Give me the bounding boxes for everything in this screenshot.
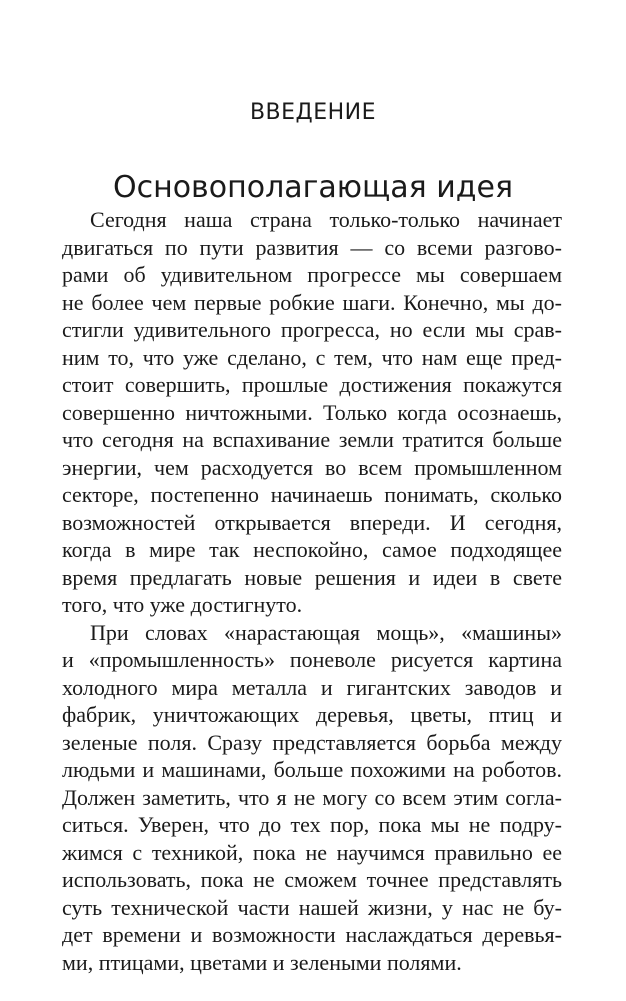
text-line: ситься. Уверен, что до тех пор, пока мы не подру- <box>62 812 562 837</box>
chapter-title: Основополагающая идея <box>112 170 513 205</box>
text-line: стоит совершить, прошлые достижения покажутся <box>62 372 562 397</box>
text-line: когда в мире так неспокойно, самое подходящее <box>62 537 562 562</box>
paragraph-1 <box>62 206 562 619</box>
text-line: время предлагать новые решения и идеи в свете <box>62 564 562 590</box>
text-line: энергии, чем расходуется во всем промышленном <box>62 454 562 480</box>
text-line: Сегодня наша страна только-только начинает <box>90 207 562 232</box>
text-line: что сегодня на вспахивание земли тратится больше <box>62 427 562 452</box>
section-label: ВВЕДЕНИЕ <box>249 100 377 125</box>
text-line: стигли удивительного прогресса, но если мы срав- <box>62 317 562 342</box>
text-line: двигаться по пути развития — со всеми разгово- <box>62 234 562 260</box>
text-line: и «промышленность» поневоле рисуется картина <box>62 647 562 672</box>
paragraph-2 <box>62 619 562 977</box>
text-line: не более чем первые робкие шаги. Конечно, мы до- <box>62 289 562 315</box>
text-line: использовать, пока не сможем точнее представлять <box>62 867 562 892</box>
text-line: людьми и машинами, больше похожими на роботов. <box>62 757 562 782</box>
text-line: жимся с техникой, пока не научимся правильно ее <box>62 839 562 865</box>
text-line: того, что уже достигнуто. <box>62 592 303 617</box>
text-line: совершенно ничтожными. Только когда осознаешь, <box>62 399 562 425</box>
text-line: фабрик, уничтожающих деревья, цветы, птиц и <box>62 702 562 727</box>
text-line: Должен заметить, что я не могу со всем этим согла- <box>62 784 562 810</box>
text-line: рами об удивительном прогрессе мы совершаем <box>62 262 562 287</box>
text-line: При словах «нарастающая мощь», «машины» <box>90 619 562 645</box>
text-line: зеленые поля. Сразу представляется борьба между <box>62 729 562 755</box>
text-line: секторе, постепенно начинаешь понимать, сколько <box>62 482 562 507</box>
text-line: суть технической части нашей жизни, у нас не бу- <box>62 894 562 920</box>
text-line: дет времени и возможности наслаждаться деревья- <box>62 922 562 947</box>
body-text <box>62 206 562 976</box>
text-line: ми, птицами, цветами и зелеными полями. <box>62 949 462 975</box>
text-line: ним то, что уже сделано, с тем, что нам еще пред- <box>62 344 562 370</box>
text-line: возможностей открывается впереди. И сегодня, <box>62 509 562 535</box>
text-line: холодного мира металла и гигантских заводов и <box>62 674 562 700</box>
